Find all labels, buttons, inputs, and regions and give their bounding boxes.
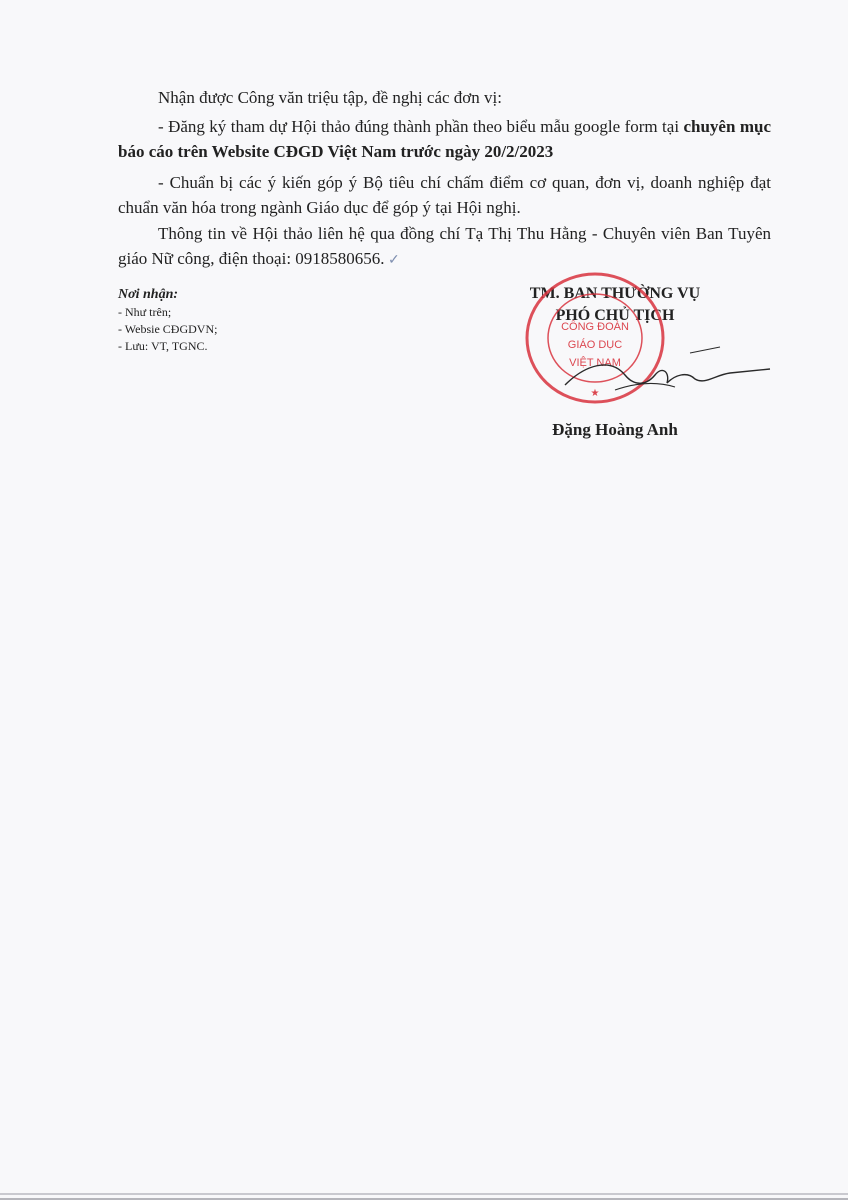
register-deadline: chuyên mục báo cáo trên Website CĐGD Việt Nam trước ngày 20/2/2023: [118, 117, 771, 161]
signature-title-line1: TM. BAN THƯỜNG VỤ: [529, 285, 701, 302]
recipients-title: Nơi nhận:: [118, 287, 179, 302]
paragraph-intro: Nhận được Công văn triệu tập, đề nghị các đơn vị:: [158, 88, 502, 107]
checkmark-icon: ✓: [384, 253, 400, 268]
register-text: - Đăng ký tham dự Hội thảo đúng thành phần theo biểu mẫu google form tại: [158, 117, 684, 136]
stamp-line2: GIÁO DỤC: [567, 339, 623, 351]
paragraph-contact: [118, 221, 771, 273]
recipient-item: - Lưu: VT, TGNC.: [118, 339, 208, 353]
signer-name: Đặng Hoàng Anh: [552, 420, 678, 439]
handwritten-signature-icon: [555, 345, 775, 400]
signature-title-line2: PHÓ CHỦ TỊCH: [555, 307, 675, 324]
contact-text: Thông tin về Hội thảo liên hệ qua đồng chí Tạ Thị Thu Hằng - Chuyên viên Ban Tuyên giáo Nữ công, điện thoại: 0918580656.: [118, 224, 771, 268]
scan-edge-line: [0, 1193, 848, 1195]
paragraph-register: [118, 114, 771, 164]
paragraph-prepare: - Chuẩn bị các ý kiến góp ý Bộ tiêu chí chấm điểm cơ quan, đơn vị, doanh nghiệp đạt chuẩn văn hóa trong ngành Giáo dục để góp ý tại Hội nghị.: [118, 173, 771, 217]
recipients-block: [118, 286, 378, 355]
stamp-line1: CÔNG ĐOÀN: [561, 321, 629, 333]
recipient-item: - Như trên;: [118, 305, 172, 319]
recipient-item: - Websie CĐGDVN;: [118, 322, 218, 336]
stamp-line3: VIỆT NAM: [569, 357, 621, 369]
svg-text:★: ★: [590, 388, 600, 399]
